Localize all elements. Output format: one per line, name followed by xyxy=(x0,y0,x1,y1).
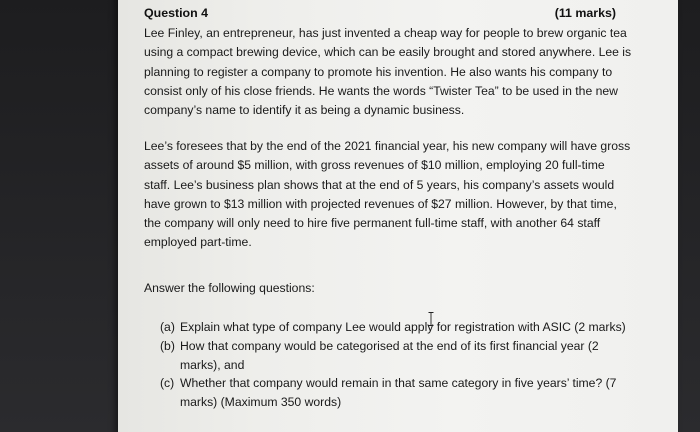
list-item-line: Explain what type of company Lee would apply for registration with ASIC (2 marks) xyxy=(180,320,626,334)
text-cursor-icon xyxy=(428,312,434,326)
paragraph-line: Lee Finley, an entrepreneur, has just invented a cheap way for people to brew organic tea xyxy=(144,26,627,40)
paragraph-line: using a compact brewing device, which can be easily brought and stored anywhere. Lee is xyxy=(144,45,632,60)
list-item-line: How that company would be categorised at the end of its first financial year (2 xyxy=(180,338,599,353)
instruction xyxy=(144,279,315,298)
list-item-label: (b) xyxy=(160,338,175,353)
instruction-text: Answer the following questions: xyxy=(144,281,315,295)
paragraph-line: company’s name to identify it as being a dynamic business. xyxy=(144,103,465,118)
paragraph-line: the company will only need to hire five permanent full-time staff, with another 64 staff xyxy=(144,216,601,231)
paragraph-line: consist only of his close friends. He wants the words “Twister Tea” to be used in the new xyxy=(144,83,618,98)
list-item-label: (c) xyxy=(160,376,175,391)
paragraph-line: staff. Lee’s business plan shows that at the end of 5 years, his company’s assets would xyxy=(144,177,615,192)
question-marks: (11 marks) xyxy=(554,6,616,20)
list-item xyxy=(160,318,626,337)
paragraph-line: have grown to $13 million with projected revenues of $27 million. However, by that time, xyxy=(144,196,617,211)
list-item xyxy=(160,337,626,375)
list-item xyxy=(160,374,626,412)
paragraph-line: Lee’s foresees that by the end of the 2021 financial year, his new company will have gross xyxy=(144,139,631,153)
list-item-line: marks) (Maximum 350 words) xyxy=(180,395,342,410)
paragraph-2 xyxy=(144,137,630,253)
question-title: Question 4 xyxy=(144,6,209,20)
question-list xyxy=(160,318,626,412)
paragraph-line: employed part-time. xyxy=(144,235,252,250)
list-item-line: Whether that company would remain in that same category in five years’ time? (7 xyxy=(180,376,617,391)
paragraph-1 xyxy=(144,24,631,120)
paragraph-line: assets of around $5 million, with gross revenues of $10 million, employing 20 full-time xyxy=(144,158,605,173)
list-item-label: (a) xyxy=(160,320,175,334)
question-heading xyxy=(144,6,620,24)
list-item-line: marks), and xyxy=(180,357,245,372)
paragraph-line: planning to register a company to promote his invention. He also wants his company to xyxy=(144,64,613,79)
